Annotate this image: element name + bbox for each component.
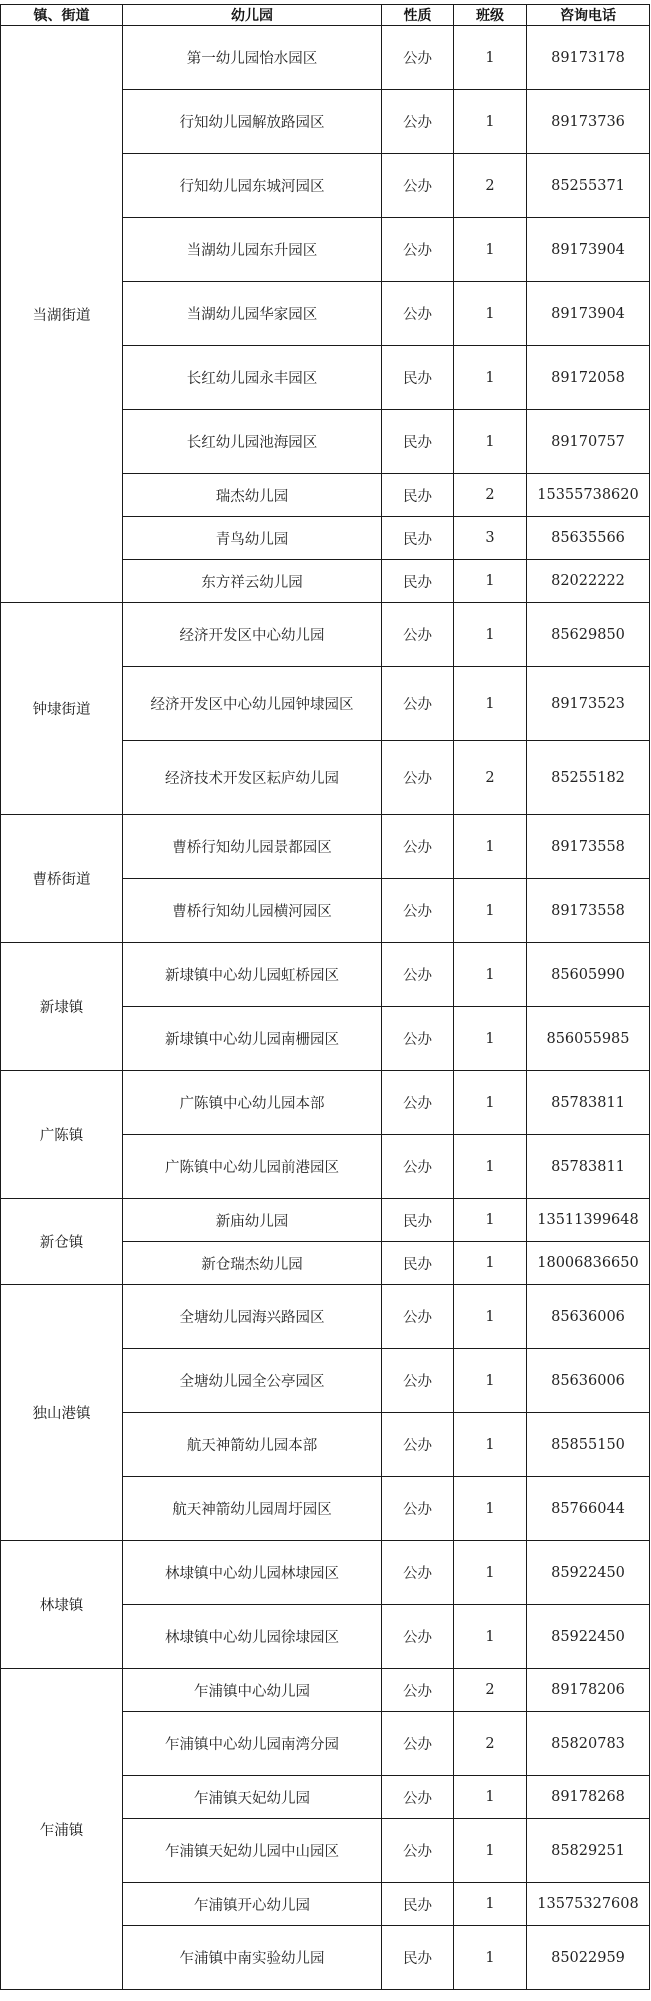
phone-cell: 85022959 bbox=[527, 1926, 650, 1990]
classes-cell: 1 bbox=[454, 1541, 527, 1605]
table-body bbox=[1, 26, 650, 1990]
kindergarten-name-cell: 全塘幼儿园海兴路园区 bbox=[123, 1285, 382, 1349]
kindergarten-name-cell: 经济开发区中心幼儿园 bbox=[123, 603, 382, 667]
classes-cell: 1 bbox=[454, 815, 527, 879]
kindergarten-name-cell: 当湖幼儿园东升园区 bbox=[123, 218, 382, 282]
type-cell: 公办 bbox=[382, 603, 454, 667]
table-row bbox=[1, 26, 650, 90]
kindergarten-name-cell: 航天神箭幼儿园本部 bbox=[123, 1413, 382, 1477]
classes-cell: 2 bbox=[454, 474, 527, 517]
town-cell: 当湖街道 bbox=[1, 26, 123, 603]
kindergarten-name-cell: 经济技术开发区耘庐幼儿园 bbox=[123, 741, 382, 815]
phone-cell: 85636006 bbox=[527, 1349, 650, 1413]
classes-cell: 1 bbox=[454, 410, 527, 474]
phone-cell: 89173558 bbox=[527, 879, 650, 943]
kindergarten-name-cell: 林埭镇中心幼儿园徐埭园区 bbox=[123, 1605, 382, 1669]
phone-cell: 85829251 bbox=[527, 1819, 650, 1883]
kindergarten-name-cell: 乍浦镇中心幼儿园南湾分园 bbox=[123, 1712, 382, 1776]
header-classes: 班级 bbox=[454, 5, 527, 26]
town-cell: 广陈镇 bbox=[1, 1071, 123, 1199]
phone-cell: 856055985 bbox=[527, 1007, 650, 1071]
header-kindergarten: 幼儿园 bbox=[123, 5, 382, 26]
classes-cell: 1 bbox=[454, 1413, 527, 1477]
phone-cell: 85629850 bbox=[527, 603, 650, 667]
classes-cell: 1 bbox=[454, 1883, 527, 1926]
phone-cell: 13511399648 bbox=[527, 1199, 650, 1242]
kindergarten-name-cell: 乍浦镇中心幼儿园 bbox=[123, 1669, 382, 1712]
classes-cell: 2 bbox=[454, 741, 527, 815]
kindergarten-name-cell: 航天神箭幼儿园周圩园区 bbox=[123, 1477, 382, 1541]
kindergarten-name-cell: 新埭镇中心幼儿园虹桥园区 bbox=[123, 943, 382, 1007]
classes-cell: 1 bbox=[454, 1285, 527, 1349]
table-row bbox=[1, 943, 650, 1007]
kindergarten-name-cell: 曹桥行知幼儿园景都园区 bbox=[123, 815, 382, 879]
type-cell: 公办 bbox=[382, 1819, 454, 1883]
type-cell: 公办 bbox=[382, 1605, 454, 1669]
type-cell: 公办 bbox=[382, 1669, 454, 1712]
type-cell: 公办 bbox=[382, 1285, 454, 1349]
phone-cell: 89173736 bbox=[527, 90, 650, 154]
phone-cell: 89172058 bbox=[527, 346, 650, 410]
type-cell: 民办 bbox=[382, 1883, 454, 1926]
classes-cell: 1 bbox=[454, 1007, 527, 1071]
classes-cell: 2 bbox=[454, 1712, 527, 1776]
classes-cell: 1 bbox=[454, 1776, 527, 1819]
phone-cell: 89173523 bbox=[527, 667, 650, 741]
kindergarten-name-cell: 乍浦镇天妃幼儿园中山园区 bbox=[123, 1819, 382, 1883]
type-cell: 公办 bbox=[382, 90, 454, 154]
header-type: 性质 bbox=[382, 5, 454, 26]
kindergarten-name-cell: 乍浦镇中南实验幼儿园 bbox=[123, 1926, 382, 1990]
kindergarten-name-cell: 新埭镇中心幼儿园南栅园区 bbox=[123, 1007, 382, 1071]
classes-cell: 1 bbox=[454, 1071, 527, 1135]
classes-cell: 1 bbox=[454, 1199, 527, 1242]
kindergarten-name-cell: 曹桥行知幼儿园横河园区 bbox=[123, 879, 382, 943]
town-cell: 林埭镇 bbox=[1, 1541, 123, 1669]
kindergarten-name-cell: 乍浦镇天妃幼儿园 bbox=[123, 1776, 382, 1819]
phone-cell: 85820783 bbox=[527, 1712, 650, 1776]
phone-cell: 15355738620 bbox=[527, 474, 650, 517]
kindergarten-name-cell: 东方祥云幼儿园 bbox=[123, 560, 382, 603]
kindergarten-name-cell: 青鸟幼儿园 bbox=[123, 517, 382, 560]
kindergarten-table bbox=[0, 4, 650, 1990]
phone-cell: 89170757 bbox=[527, 410, 650, 474]
table-row bbox=[1, 815, 650, 879]
type-cell: 公办 bbox=[382, 879, 454, 943]
phone-cell: 85255371 bbox=[527, 154, 650, 218]
type-cell: 公办 bbox=[382, 943, 454, 1007]
classes-cell: 2 bbox=[454, 1669, 527, 1712]
phone-cell: 85783811 bbox=[527, 1135, 650, 1199]
town-cell: 新埭镇 bbox=[1, 943, 123, 1071]
classes-cell: 2 bbox=[454, 154, 527, 218]
type-cell: 公办 bbox=[382, 1135, 454, 1199]
type-cell: 民办 bbox=[382, 1242, 454, 1285]
classes-cell: 1 bbox=[454, 943, 527, 1007]
phone-cell: 89173558 bbox=[527, 815, 650, 879]
table-row bbox=[1, 1541, 650, 1605]
phone-cell: 85922450 bbox=[527, 1605, 650, 1669]
kindergarten-name-cell: 瑞杰幼儿园 bbox=[123, 474, 382, 517]
classes-cell: 1 bbox=[454, 1349, 527, 1413]
phone-cell: 89173904 bbox=[527, 218, 650, 282]
classes-cell: 1 bbox=[454, 1242, 527, 1285]
classes-cell: 1 bbox=[454, 1135, 527, 1199]
phone-cell: 85605990 bbox=[527, 943, 650, 1007]
type-cell: 公办 bbox=[382, 282, 454, 346]
classes-cell: 1 bbox=[454, 282, 527, 346]
table-row bbox=[1, 1285, 650, 1349]
phone-cell: 85766044 bbox=[527, 1477, 650, 1541]
type-cell: 公办 bbox=[382, 1541, 454, 1605]
type-cell: 民办 bbox=[382, 474, 454, 517]
type-cell: 民办 bbox=[382, 560, 454, 603]
kindergarten-name-cell: 全塘幼儿园全公亭园区 bbox=[123, 1349, 382, 1413]
type-cell: 公办 bbox=[382, 1007, 454, 1071]
table-header-row bbox=[1, 5, 650, 26]
type-cell: 公办 bbox=[382, 667, 454, 741]
kindergarten-name-cell: 经济开发区中心幼儿园钟埭园区 bbox=[123, 667, 382, 741]
kindergarten-name-cell: 林埭镇中心幼儿园林埭园区 bbox=[123, 1541, 382, 1605]
table-row bbox=[1, 603, 650, 667]
town-cell: 钟埭街道 bbox=[1, 603, 123, 815]
town-cell: 乍浦镇 bbox=[1, 1669, 123, 1990]
type-cell: 公办 bbox=[382, 815, 454, 879]
classes-cell: 1 bbox=[454, 218, 527, 282]
phone-cell: 85255182 bbox=[527, 741, 650, 815]
kindergarten-name-cell: 广陈镇中心幼儿园前港园区 bbox=[123, 1135, 382, 1199]
kindergarten-name-cell: 乍浦镇开心幼儿园 bbox=[123, 1883, 382, 1926]
kindergarten-name-cell: 广陈镇中心幼儿园本部 bbox=[123, 1071, 382, 1135]
type-cell: 公办 bbox=[382, 1712, 454, 1776]
type-cell: 公办 bbox=[382, 1071, 454, 1135]
phone-cell: 89178206 bbox=[527, 1669, 650, 1712]
kindergarten-name-cell: 当湖幼儿园华家园区 bbox=[123, 282, 382, 346]
kindergarten-name-cell: 长红幼儿园永丰园区 bbox=[123, 346, 382, 410]
phone-cell: 89173178 bbox=[527, 26, 650, 90]
town-cell: 独山港镇 bbox=[1, 1285, 123, 1541]
classes-cell: 1 bbox=[454, 879, 527, 943]
classes-cell: 1 bbox=[454, 26, 527, 90]
type-cell: 公办 bbox=[382, 1477, 454, 1541]
kindergarten-name-cell: 长红幼儿园池海园区 bbox=[123, 410, 382, 474]
kindergarten-name-cell: 新仓瑞杰幼儿园 bbox=[123, 1242, 382, 1285]
type-cell: 民办 bbox=[382, 410, 454, 474]
kindergarten-name-cell: 新庙幼儿园 bbox=[123, 1199, 382, 1242]
phone-cell: 85635566 bbox=[527, 517, 650, 560]
type-cell: 民办 bbox=[382, 1199, 454, 1242]
phone-cell: 85783811 bbox=[527, 1071, 650, 1135]
phone-cell: 85636006 bbox=[527, 1285, 650, 1349]
phone-cell: 85922450 bbox=[527, 1541, 650, 1605]
classes-cell: 1 bbox=[454, 1477, 527, 1541]
header-phone: 咨询电话 bbox=[527, 5, 650, 26]
phone-cell: 89173904 bbox=[527, 282, 650, 346]
type-cell: 公办 bbox=[382, 154, 454, 218]
kindergarten-name-cell: 行知幼儿园东城河园区 bbox=[123, 154, 382, 218]
classes-cell: 1 bbox=[454, 560, 527, 603]
table-row bbox=[1, 1071, 650, 1135]
type-cell: 公办 bbox=[382, 218, 454, 282]
type-cell: 民办 bbox=[382, 1926, 454, 1990]
classes-cell: 1 bbox=[454, 90, 527, 154]
classes-cell: 1 bbox=[454, 1605, 527, 1669]
classes-cell: 1 bbox=[454, 1819, 527, 1883]
table-row bbox=[1, 1669, 650, 1712]
type-cell: 公办 bbox=[382, 26, 454, 90]
town-cell: 新仓镇 bbox=[1, 1199, 123, 1285]
phone-cell: 89178268 bbox=[527, 1776, 650, 1819]
phone-cell: 85855150 bbox=[527, 1413, 650, 1477]
type-cell: 公办 bbox=[382, 741, 454, 815]
town-cell: 曹桥街道 bbox=[1, 815, 123, 943]
type-cell: 公办 bbox=[382, 1776, 454, 1819]
classes-cell: 1 bbox=[454, 1926, 527, 1990]
table-row bbox=[1, 1199, 650, 1242]
classes-cell: 1 bbox=[454, 603, 527, 667]
phone-cell: 18006836650 bbox=[527, 1242, 650, 1285]
phone-cell: 13575327608 bbox=[527, 1883, 650, 1926]
type-cell: 民办 bbox=[382, 346, 454, 410]
classes-cell: 1 bbox=[454, 346, 527, 410]
phone-cell: 82022222 bbox=[527, 560, 650, 603]
kindergarten-name-cell: 第一幼儿园怡水园区 bbox=[123, 26, 382, 90]
type-cell: 公办 bbox=[382, 1349, 454, 1413]
kindergarten-sheet bbox=[0, 4, 651, 1990]
kindergarten-name-cell: 行知幼儿园解放路园区 bbox=[123, 90, 382, 154]
classes-cell: 3 bbox=[454, 517, 527, 560]
classes-cell: 1 bbox=[454, 667, 527, 741]
type-cell: 公办 bbox=[382, 1413, 454, 1477]
header-town: 镇、街道 bbox=[1, 5, 123, 26]
type-cell: 民办 bbox=[382, 517, 454, 560]
